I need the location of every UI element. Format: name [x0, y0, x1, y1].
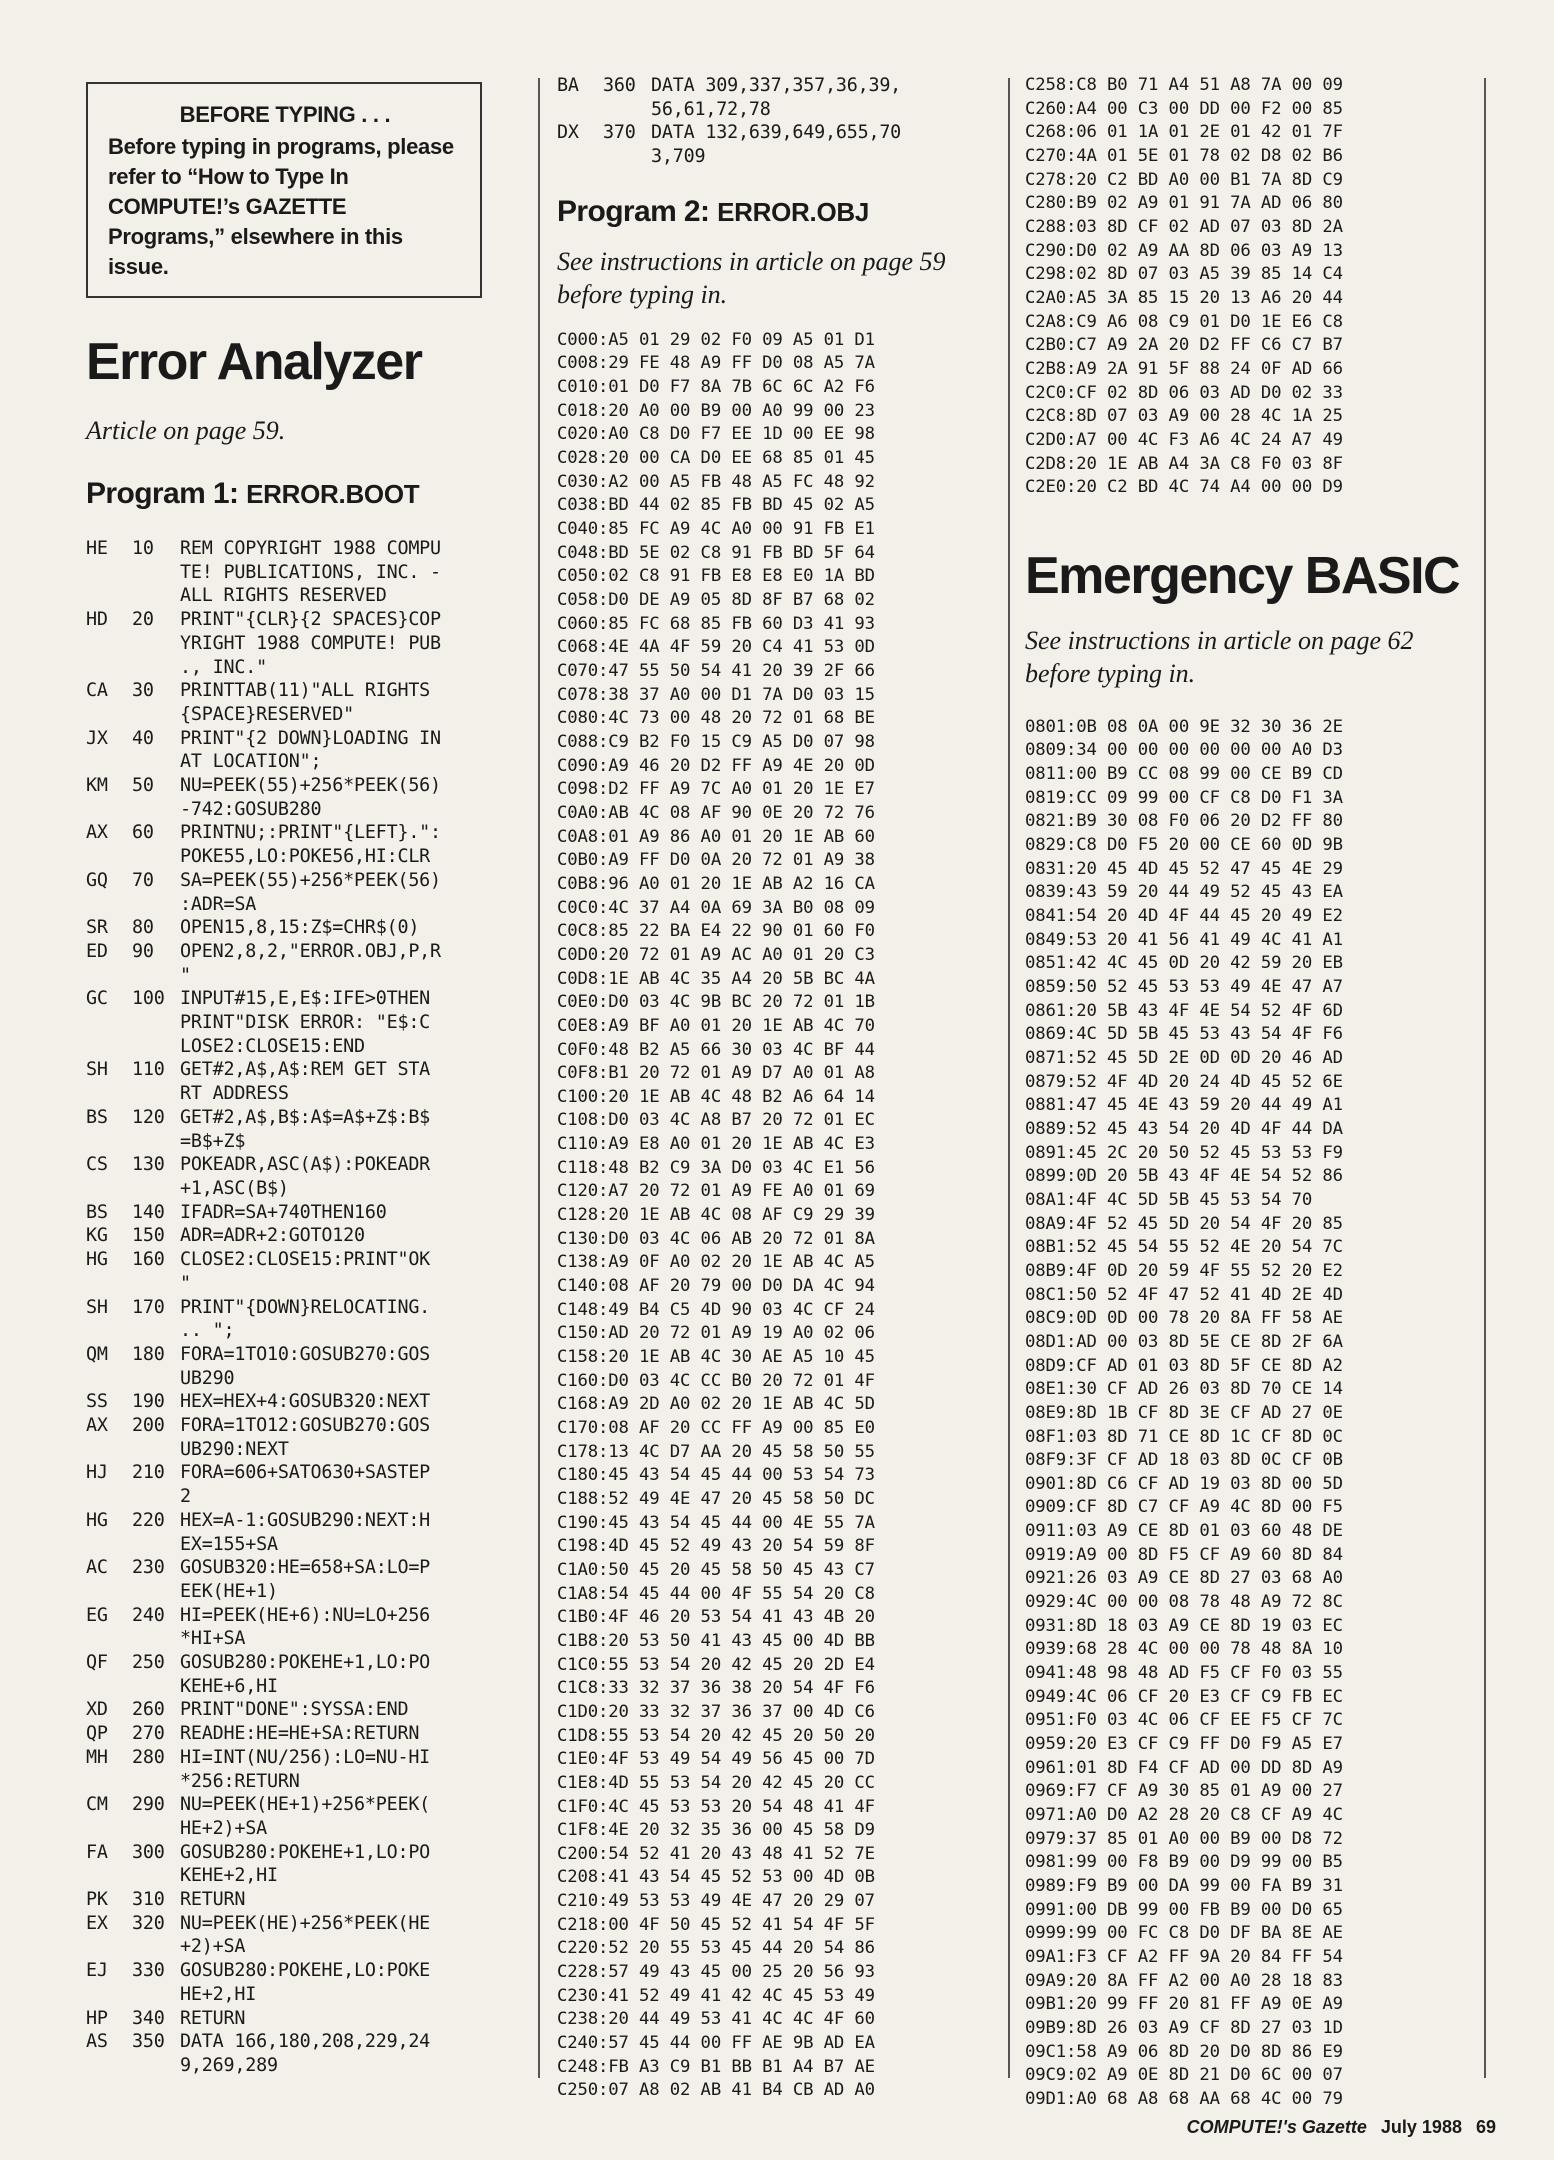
- line-code: PRINT"{DOWN}RELOCATING. .. ";: [180, 1296, 431, 1342]
- line-checksum: GC: [86, 988, 108, 1010]
- line-checksum: DX: [557, 122, 579, 144]
- line-number: 360: [603, 75, 636, 96]
- program-line: [557, 121, 997, 168]
- line-code: OPEN2,8,2,"ERROR.OBJ,P,R ": [180, 940, 441, 986]
- line-code: HEX=HEX+4:GOSUB320:NEXT: [180, 1391, 431, 1413]
- program-line: [86, 537, 522, 608]
- program-line: [86, 679, 522, 726]
- program-line: [86, 1651, 522, 1698]
- line-checksum: ED: [86, 940, 108, 962]
- line-checksum: HG: [86, 1249, 108, 1271]
- line-checksum: BS: [86, 1106, 108, 1128]
- before-typing-body: Before typing in programs, please refer to “How to Type In COMPUTE!’s GAZETTE Programs,” elsewhere in this issue.: [108, 134, 454, 279]
- line-code: RETURN: [180, 2007, 246, 2029]
- line-code: GOSUB320:HE=658+SA:LO=P EEK(HE+1): [180, 1557, 431, 1602]
- line-number: 100: [132, 988, 165, 1010]
- line-checksum: EX: [86, 1912, 108, 1934]
- line-number: 260: [132, 1699, 165, 1721]
- column-rule: [1484, 78, 1486, 2078]
- emergency-basic-hex-listing: 0801:0B 08 0A 00 9E 32 30 36 2E 0809:34 00 00 00 00 00 00 A0 D3 0811:00 B9 CC 08 99 00 CE B9 CD 0819:CC 09 99 00 CF C8 D0 F1 3A 0821:B9 30 08 F0 06 20 D2 FF 80 0829:C8 D0 F5 20 00 CE 60 0D 9B 0831:20 45 4D 45 52 47 45 4E 29 0839:43 59 20 44 49 52 45 43 EA 0841:54 20 4D 4F 44 45 20 49 E2 0849:53 20 41 56 41 49 4C 41 A1 0851:42 4C 45 0D 20 42 59 20 EB 0859:50 52 45 53 53 49 4E 47 A7 0861:20 5B 43 4F 4E 54 52 4F 6D 0869:4C 5D 5B 45 53 43 54 4F F6 0871:52 45 5D 2E 0D 0D 20 46 AD 0879:52 4F 4D 20 24 4D 45 52 6E 0881:47 45 4E 43 59 20 44 49 A1 0889:52 45 43 54 20 4D 4F 44 DA 0891:45 2C 20 50 52 45 53 53 F9 0899:0D 20 5B 43 4F 4E 54 52 86 08A1:4F 4C 5D 5B 45 53 54 70 08A9:4F 52 45 5D 20 54 4F 20 85 08B1:52 45 54 55 52 4E 20 54 7C 08B9:4F 0D 20 59 4F 55 52 20 E2 08C1:50 52 4F 47 52 41 4D 2E 4D 08C9:0D 0D 00 78 20 8A FF 58 AE 08D1:AD 00 03 8D 5E CE 8D 2F 6A 08D9:CF AD 01 03 8D 5F CE 8D A2 08E1:30 CF AD 26 03 8D 70 CE 14 08E9:8D 1B CF 8D 3E CF AD 27 0E 08F1:03 8D 71 CE 8D 1C CF 8D 0C 08F9:3F CF AD 18 03 8D 0C CF 0B 0901:8D C6 CF AD 19 03 8D 00 5D 0909:CF 8D C7 CF A9 4C 8D 00 F5 0911:03 A9 CE 8D 01 03 60 48 DE 0919:A9 00 8D F5 CF A9 60 8D 84 0921:26 03 A9 CE 8D 27 03 68 A0 0929:4C 00 00 08 78 48 A9 72 8C 0931:8D 18 03 A9 CE 8D 19 03 EC 0939:68 28 4C 00 00 78 48 8A 10 0941:48 98 48 AD F5 CF F0 03 55 0949:4C 06 CF 20 E3 CF C9 FB EC 0951:F0 03 4C 06 CF EE F5 CF 7C 0959:20 E3 CF C9 FF D0 F9 A5 E7 0961:01 8D F4 CF AD 00 DD 8D A9 0969:F7 CF A9 30 85 01 A9 00 27 0971:A0 D0 A2 28 20 C8 CF A9 4C 0979:37 85 01 A0 00 B9 00 D8 72 0981:99 00 F8 B9 00 D9 99 00 B5 0989:F9 B9 00 DA 99 00 FA B9 31 0991:00 DB 99 00 FB B9 00 D0 65 0999:99 00 FC C8 D0 DF BA 8E AE 09A1:F3 CF A2 FF 9A 20 84 FF 54 09A9:20 8A FF A2 00 A0 28 18 83 09B1:20 99 FF 20 81 FF A9 0E A9 09B9:8D 26 03 A9 CF 8D 27 03 1D 09C1:58 A9 06 8D 20 D0 8D 86 E9 09C9:02 A9 0E 8D 21 D0 6C 00 07 09D1:A0 68 A8 68 AA 68 4C 00 79: [1025, 716, 1343, 2109]
- line-code: PRINT"{2 DOWN}LOADING IN AT LOCATION";: [180, 727, 441, 773]
- program2-name: ERROR.OBJ: [717, 196, 870, 227]
- line-checksum: PK: [86, 1889, 108, 1911]
- program-line: [86, 1296, 522, 1343]
- line-number: 230: [132, 1557, 165, 1579]
- line-code: SA=PEEK(55)+256*PEEK(56) :ADR=SA: [180, 869, 441, 915]
- line-number: 170: [132, 1296, 165, 1318]
- line-checksum: HE: [86, 538, 108, 559]
- program-line: [557, 74, 997, 121]
- program-line: [86, 2030, 522, 2077]
- program-line: [86, 987, 522, 1058]
- line-checksum: QP: [86, 1723, 108, 1745]
- line-number: 80: [132, 917, 154, 939]
- line-code: GOSUB280:POKEHE,LO:POKE HE+2,HI: [180, 1960, 431, 2005]
- program2-hex-listing-continued: C258:C8 B0 71 A4 51 A8 7A 00 09 C260:A4 00 C3 00 DD 00 F2 00 85 C268:06 01 1A 01 2E 01 42 01 7F C270:4A 01 5E 01 78 02 D8 02 B6 C278:20 C2 BD A0 00 B1 7A 8D C9 C280:B9 02 A9 01 91 7A AD 06 80 C288:03 8D CF 02 AD 07 03 8D 2A C290:D0 02 A9 AA 8D 06 03 A9 13 C298:02 8D 07 03 A5 39 85 14 C4 C2A0:A5 3A 85 15 20 13 A6 20 44 C2A8:C9 A6 08 C9 01 D0 1E E6 C8 C2B0:C7 A9 2A 20 D2 FF C6 C7 B7 C2B8:A9 2A 91 5F 88 24 0F AD 66 C2C0:CF 02 8D 06 03 AD D0 02 33 C2C8:8D 07 03 A9 00 28 4C 1A 25 C2D0:A7 00 4C F3 A6 4C 24 A7 49 C2D8:20 1E AB A4 3A C8 F0 03 8F C2E0:20 C2 BD 4C 74 A4 00 00 D9: [1025, 75, 1343, 498]
- line-checksum: MH: [86, 1746, 108, 1768]
- program-line: [86, 727, 522, 774]
- line-number: 340: [132, 2007, 165, 2029]
- line-number: 280: [132, 1746, 165, 1768]
- line-checksum: QF: [86, 1652, 108, 1674]
- before-typing-box: [86, 82, 482, 298]
- line-number: 130: [132, 1154, 165, 1176]
- program-line: [86, 1746, 522, 1793]
- column-2: [557, 76, 997, 2103]
- line-checksum: AS: [86, 2031, 108, 2053]
- program-line: [86, 1722, 522, 1746]
- column-rule: [1008, 78, 1010, 2078]
- line-number: 50: [132, 775, 154, 797]
- line-checksum: EJ: [86, 1960, 108, 1982]
- program-line: [86, 1698, 522, 1722]
- line-code: PRINT"{CLR}{2 SPACES}COP YRIGHT 1988 COMPUTE! PUB ., INC.": [180, 609, 441, 678]
- program-line: [86, 1793, 522, 1840]
- line-number: 160: [132, 1249, 165, 1271]
- line-number: 350: [132, 2031, 165, 2053]
- program-line: [86, 1888, 522, 1912]
- line-code: INPUT#15,E,E$:IFE>0THEN PRINT"DISK ERROR: "E$:C LOSE2:CLOSE15:END: [180, 988, 431, 1057]
- line-code: NU=PEEK(55)+256*PEEK(56) -742:GOSUB280: [180, 775, 441, 820]
- line-number: 180: [132, 1343, 165, 1365]
- before-typing-title: BEFORE TYPING . . .: [179, 102, 391, 127]
- line-checksum: FA: [86, 1841, 108, 1863]
- line-code: OPEN15,8,15:Z$=CHR$(0): [180, 917, 420, 939]
- line-checksum: AX: [86, 1415, 108, 1437]
- line-checksum: XD: [86, 1699, 108, 1721]
- program1-label: Program 1:: [86, 477, 247, 510]
- program-line: [86, 1556, 522, 1603]
- column-3: [1025, 76, 1475, 2112]
- page-footer: [1173, 2117, 1496, 2138]
- line-checksum: HP: [86, 2007, 108, 2029]
- line-number: 40: [132, 727, 154, 749]
- line-number: 10: [132, 538, 154, 559]
- line-checksum: EG: [86, 1604, 108, 1626]
- line-code: FORA=1TO10:GOSUB270:GOS UB290: [180, 1343, 431, 1389]
- line-number: 110: [132, 1059, 165, 1081]
- line-number: 30: [132, 680, 154, 702]
- line-checksum: SR: [86, 917, 108, 939]
- line-code: NU=PEEK(HE+1)+256*PEEK( HE+2)+SA: [180, 1794, 431, 1839]
- program1-heading: [86, 477, 522, 511]
- program-line: [86, 608, 522, 679]
- line-code: DATA 166,180,208,229,24 9,269,289: [180, 2031, 431, 2076]
- program-line: [86, 821, 522, 868]
- line-code: GET#2,A$,B$:A$=A$+Z$:B$ =B$+Z$: [180, 1106, 431, 1152]
- line-checksum: GQ: [86, 869, 108, 891]
- line-number: 190: [132, 1391, 165, 1413]
- program2-label: Program 2:: [557, 194, 718, 228]
- program-line: [86, 1224, 522, 1248]
- line-checksum: HJ: [86, 1462, 108, 1484]
- column-1: [86, 76, 522, 2078]
- line-number: 290: [132, 1794, 165, 1816]
- program-line: [86, 1414, 522, 1461]
- column-rule: [538, 78, 540, 2078]
- line-code: PRINTTAB(11)"ALL RIGHTS {SPACE}RESERVED": [180, 680, 431, 725]
- line-code: READHE:HE=HE+SA:RETURN: [180, 1723, 420, 1745]
- program-line: [86, 1841, 522, 1888]
- line-checksum: CA: [86, 680, 108, 702]
- program-line: [86, 1343, 522, 1390]
- program-line: [86, 1959, 522, 2006]
- line-code: RETURN: [180, 1889, 246, 1911]
- line-number: 70: [132, 869, 154, 891]
- program-line: [86, 1390, 522, 1414]
- line-checksum: CS: [86, 1154, 108, 1176]
- line-number: 90: [132, 940, 154, 962]
- line-number: 330: [132, 1960, 165, 1982]
- line-checksum: HD: [86, 609, 108, 631]
- line-number: 300: [132, 1841, 165, 1863]
- program-line: [86, 1912, 522, 1959]
- line-checksum: KG: [86, 1225, 108, 1247]
- program1-name: ERROR.BOOT: [246, 479, 420, 509]
- line-number: 370: [603, 122, 636, 144]
- line-code: NU=PEEK(HE)+256*PEEK(HE +2)+SA: [180, 1912, 431, 1958]
- line-number: 320: [132, 1912, 165, 1934]
- line-number: 220: [132, 1509, 165, 1531]
- line-code: FORA=606+SATO630+SASTEP 2: [180, 1462, 431, 1508]
- program-line: [86, 1248, 522, 1295]
- line-checksum: SH: [86, 1059, 108, 1081]
- line-code: HI=PEEK(HE+6):NU=LO+256 *HI+SA: [180, 1604, 431, 1650]
- line-checksum: KM: [86, 775, 108, 797]
- program-line: [86, 1509, 522, 1556]
- program-line: [86, 1604, 522, 1651]
- article-title: Error Analyzer: [86, 333, 422, 391]
- program-line: [86, 940, 522, 987]
- footer-publication: COMPUTE!'s Gazette: [1186, 2117, 1367, 2137]
- line-code: GOSUB280:POKEHE+1,LO:PO KEHE+6,HI: [180, 1652, 431, 1697]
- line-code: HI=INT(NU/256):LO=NU-HI *256:RETURN: [180, 1746, 431, 1792]
- line-code: IFADR=SA+740THEN160: [180, 1201, 387, 1223]
- line-number: 310: [132, 1889, 165, 1911]
- line-checksum: HG: [86, 1509, 108, 1531]
- program-line: [86, 1153, 522, 1200]
- line-code: PRINTNU;:PRINT"{LEFT}.": POKE55,LO:POKE56,HI:CLR: [180, 822, 441, 868]
- program-line: [86, 869, 522, 916]
- line-checksum: SH: [86, 1296, 108, 1318]
- line-code: GET#2,A$,A$:REM GET STA RT ADDRESS: [180, 1059, 431, 1105]
- line-checksum: AC: [86, 1557, 108, 1579]
- line-code: FORA=1TO12:GOSUB270:GOS UB290:NEXT: [180, 1415, 431, 1460]
- program2-note: See instructions in article on page 59 before typing in.: [557, 246, 946, 309]
- footer-page-number: 69: [1475, 2117, 1496, 2137]
- line-checksum: SS: [86, 1391, 108, 1413]
- emergency-basic-title: Emergency BASIC: [1025, 546, 1460, 605]
- line-checksum: AX: [86, 822, 108, 844]
- line-checksum: JX: [86, 727, 108, 749]
- program1-listing-continued: [557, 74, 997, 169]
- line-checksum: BS: [86, 1201, 108, 1223]
- line-number: 210: [132, 1462, 165, 1484]
- line-code: GOSUB280:POKEHE+1,LO:PO KEHE+2,HI: [180, 1841, 431, 1887]
- emergency-basic-note: See instructions in article on page 62 before typing in.: [1025, 625, 1414, 688]
- line-number: 120: [132, 1106, 165, 1128]
- program-line: [86, 1106, 522, 1153]
- program2-hex-listing: C000:A5 01 29 02 F0 09 A5 01 D1 C008:29 FE 48 A9 FF D0 08 A5 7A C010:01 D0 F7 8A 7B 6C 6C A2 F6 C018:20 A0 00 B9 00 A0 99 00 23 C020:A0 C8 D0 F7 EE 1D 00 EE 98 C028:20 00 CA D0 EE 68 85 01 45 C030:A2 00 A5 FB 48 A5 FC 48 92 C038:BD 44 02 85 FB BD 45 02 A5 C040:85 FC A9 4C A0 00 91 FB E1 C048:BD 5E 02 C8 91 FB BD 5F 64 C050:02 C8 91 FB E8 E8 E0 1A BD C058:D0 DE A9 05 8D 8F B7 68 02 C060:85 FC 68 85 FB 60 D3 41 93 C068:4E 4A 4F 59 20 C4 41 53 0D C070:47 55 50 54 41 20 39 2F 66 C078:38 37 A0 00 D1 7A D0 03 15 C080:4C 73 00 48 20 72 01 68 BE C088:C9 B2 F0 15 C9 A5 D0 07 98 C090:A9 46 20 D2 FF A9 4E 20 0D C098:D2 FF A9 7C A0 01 20 1E E7 C0A0:AB 4C 08 AF 90 0E 20 72 76 C0A8:01 A9 86 A0 01 20 1E AB 60 C0B0:A9 FF D0 0A 20 72 01 A9 38 C0B8:96 A0 01 20 1E AB A2 16 CA C0C0:4C 37 A4 0A 69 3A B0 08 09 C0C8:85 22 BA E4 22 90 01 60 F0 C0D0:20 72 01 A9 AC A0 01 20 C3 C0D8:1E AB 4C 35 A4 20 5B BC 4A C0E0:D0 03 4C 9B BC 20 72 01 1B C0E8:A9 BF A0 01 20 1E AB 4C 70 C0F0:48 B2 A5 66 30 03 4C BF 44 C0F8:B1 20 72 01 A9 D7 A0 01 A8 C100:20 1E AB 4C 48 B2 A6 64 14 C108:D0 03 4C A8 B7 20 72 01 EC C110:A9 E8 A0 01 20 1E AB 4C E3 C118:48 B2 C9 3A D0 03 4C E1 56 C120:A7 20 72 01 A9 FE A0 01 69 C128:20 1E AB 4C 08 AF C9 29 39 C130:D0 03 4C 06 AB 20 72 01 8A C138:A9 0F A0 02 20 1E AB 4C A5 C140:08 AF 20 79 00 D0 DA 4C 94 C148:49 B4 C5 4D 90 03 4C CF 24 C150:AD 20 72 01 A9 19 A0 02 06 C158:20 1E AB 4C 30 AE A5 10 45 C160:D0 03 4C CC B0 20 72 01 4F C168:A9 2D A0 02 20 1E AB 4C 5D C170:08 AF 20 CC FF A9 00 85 E0 C178:13 4C D7 AA 20 45 58 50 55 C180:45 43 54 45 44 00 53 54 73 C188:52 49 4E 47 20 45 58 50 DC C190:45 43 54 45 44 00 4E 55 7A C198:4D 45 52 49 43 20 54 59 8F C1A0:50 45 20 45 58 50 45 43 C7 C1A8:54 45 44 00 4F 55 54 20 C8 C1B0:4F 46 20 53 54 41 43 4B 20 C1B8:20 53 50 41 43 45 00 4D BB C1C0:55 53 54 20 42 45 20 2D E4 C1C8:33 32 37 36 38 20 54 4F F6 C1D0:20 33 32 37 36 37 00 4D C6 C1D8:55 53 54 20 42 45 20 50 20 C1E0:4F 53 49 54 49 56 45 00 7D C1E8:4D 55 53 54 20 42 45 20 CC C1F0:4C 45 53 53 20 54 48 41 4F C1F8:4E 20 32 35 36 00 45 58 D9 C200:54 52 41 20 43 48 41 52 7E C208:41 43 54 45 52 53 00 4D 0B C210:49 53 53 49 4E 47 20 29 07 C218:00 4F 50 45 52 41 54 4F 5F C220:52 20 55 53 45 44 20 54 86 C228:57 49 43 45 00 25 20 56 93 C230:41 52 49 41 42 4C 45 53 49 C238:20 44 49 53 41 4C 4C 4F 60 C240:57 45 44 00 FF AE 9B AD EA C248:FB A3 C9 B1 BB B1 A4 B7 AE C250:07 A8 02 AB 41 B4 CB AD A0: [557, 329, 875, 2101]
- line-code: POKEADR,ASC(A$):POKEADR +1,ASC(B$): [180, 1154, 431, 1199]
- program-line: [86, 916, 522, 940]
- line-number: 250: [132, 1652, 165, 1674]
- line-number: 140: [132, 1201, 165, 1223]
- program1-listing: [86, 537, 522, 2078]
- line-code: DATA 309,337,357,36,39, 56,61,72,78: [651, 75, 902, 120]
- line-number: 270: [132, 1723, 165, 1745]
- program-line: [86, 1058, 522, 1105]
- line-number: 20: [132, 609, 154, 631]
- line-number: 150: [132, 1225, 165, 1247]
- line-number: 60: [132, 822, 154, 844]
- line-number: 200: [132, 1415, 165, 1437]
- line-checksum: CM: [86, 1794, 108, 1816]
- line-code: DATA 132,639,649,655,70 3,709: [651, 122, 902, 168]
- line-number: 240: [132, 1604, 165, 1626]
- line-checksum: BA: [557, 75, 579, 96]
- footer-date: July 1988: [1380, 2117, 1462, 2137]
- line-code: HEX=A-1:GOSUB290:NEXT:H EX=155+SA: [180, 1509, 431, 1555]
- article-ref: Article on page 59.: [86, 416, 286, 445]
- program-line: [86, 1461, 522, 1508]
- line-code: PRINT"DONE":SYSSA:END: [180, 1699, 409, 1721]
- program-line: [86, 774, 522, 821]
- program-line: [86, 2007, 522, 2031]
- program2-heading: [557, 195, 997, 229]
- program-line: [86, 1201, 522, 1225]
- line-checksum: QM: [86, 1343, 108, 1365]
- line-code: REM COPYRIGHT 1988 COMPU TE! PUBLICATIONS, INC. - ALL RIGHTS RESERVED: [180, 538, 441, 607]
- line-code: ADR=ADR+2:GOTO120: [180, 1225, 365, 1247]
- line-code: CLOSE2:CLOSE15:PRINT"OK ": [180, 1249, 431, 1294]
